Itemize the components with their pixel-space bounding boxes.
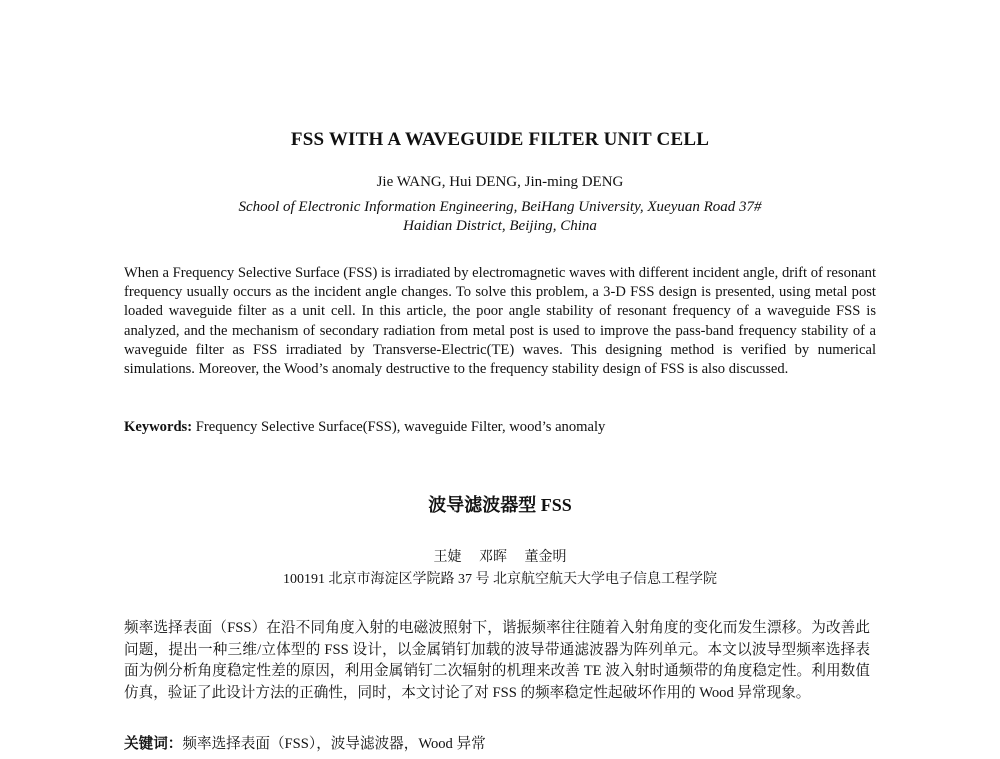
chinese-keywords-text: 频率选择表面（FSS），波导滤波器，Wood 异常 — [182, 736, 486, 752]
paper-title: FSS WITH A WAVEGUIDE FILTER UNIT CELL — [290, 129, 710, 150]
keywords-text: Frequency Selective Surface(FSS), waveguide Filter, wood’s anomaly — [192, 419, 606, 435]
chinese-author-list: 王婕 邓晖 董金明 — [433, 550, 567, 565]
chinese-keywords-line — [124, 732, 486, 753]
chinese-abstract-text: 频率选择表面（FSS）在沿不同角度入射的电磁波照射下，谐振频率往往随着入射角度的变化而发生漂移。为改善此问题，提出一种三维/立体型的 FSS 设计，以金属销钉加载的波导带通滤波器为阵列单元。本文以波导型频率选择表面为例分析角度稳定性差的原因，利用金属销钉二次辐射的机理来改善 TE 波入射时通频带的角度稳定性。利用数值仿真，验证了此设计方法的正确性，同时，本文讨论了对 FSS 的频率稳定性起破坏作用的 Wood 异常现象。 — [124, 620, 870, 702]
affiliation-line-2: Haidian District, Beijing, China — [403, 218, 597, 234]
abstract-text: When a Frequency Selective Surface (FSS) is irradiated by electromagnetic waves with different incident angle, drift of resonant frequency usually occurs as the incident angle changes. To solve this problem, a 3-D FSS design is presented, using metal post loaded waveguide filter as a unit cell. In this article, the poor angle stability of resonant frequency of a waveguide FSS is analyzed, and the mechanism of secondary radiation from metal post is used to improve the pass-band frequency stability of a waveguide filter as FSS irradiated by Transverse-Electric(TE) waves. This designing method is verified by numerical simulations. Moreover, the Wood’s anomaly destructive to the frequency stability design of FSS is also discussed. — [124, 265, 876, 378]
author-list: Jie WANG, Hui DENG, Jin-ming DENG — [376, 174, 624, 190]
chinese-affiliation: 100191 北京市海淀区学院路 37 号 北京航空航天大学电子信息工程学院 — [283, 572, 717, 587]
affiliation-line-1: School of Electronic Information Engineering, BeiHang University, Xueyuan Road 37# — [238, 199, 762, 215]
chinese-keywords-label: 关键词： — [124, 736, 183, 752]
chinese-title: 波导滤波器型 FSS — [428, 495, 572, 515]
keywords-label: Keywords: — [124, 419, 193, 435]
keywords-line — [124, 419, 605, 436]
